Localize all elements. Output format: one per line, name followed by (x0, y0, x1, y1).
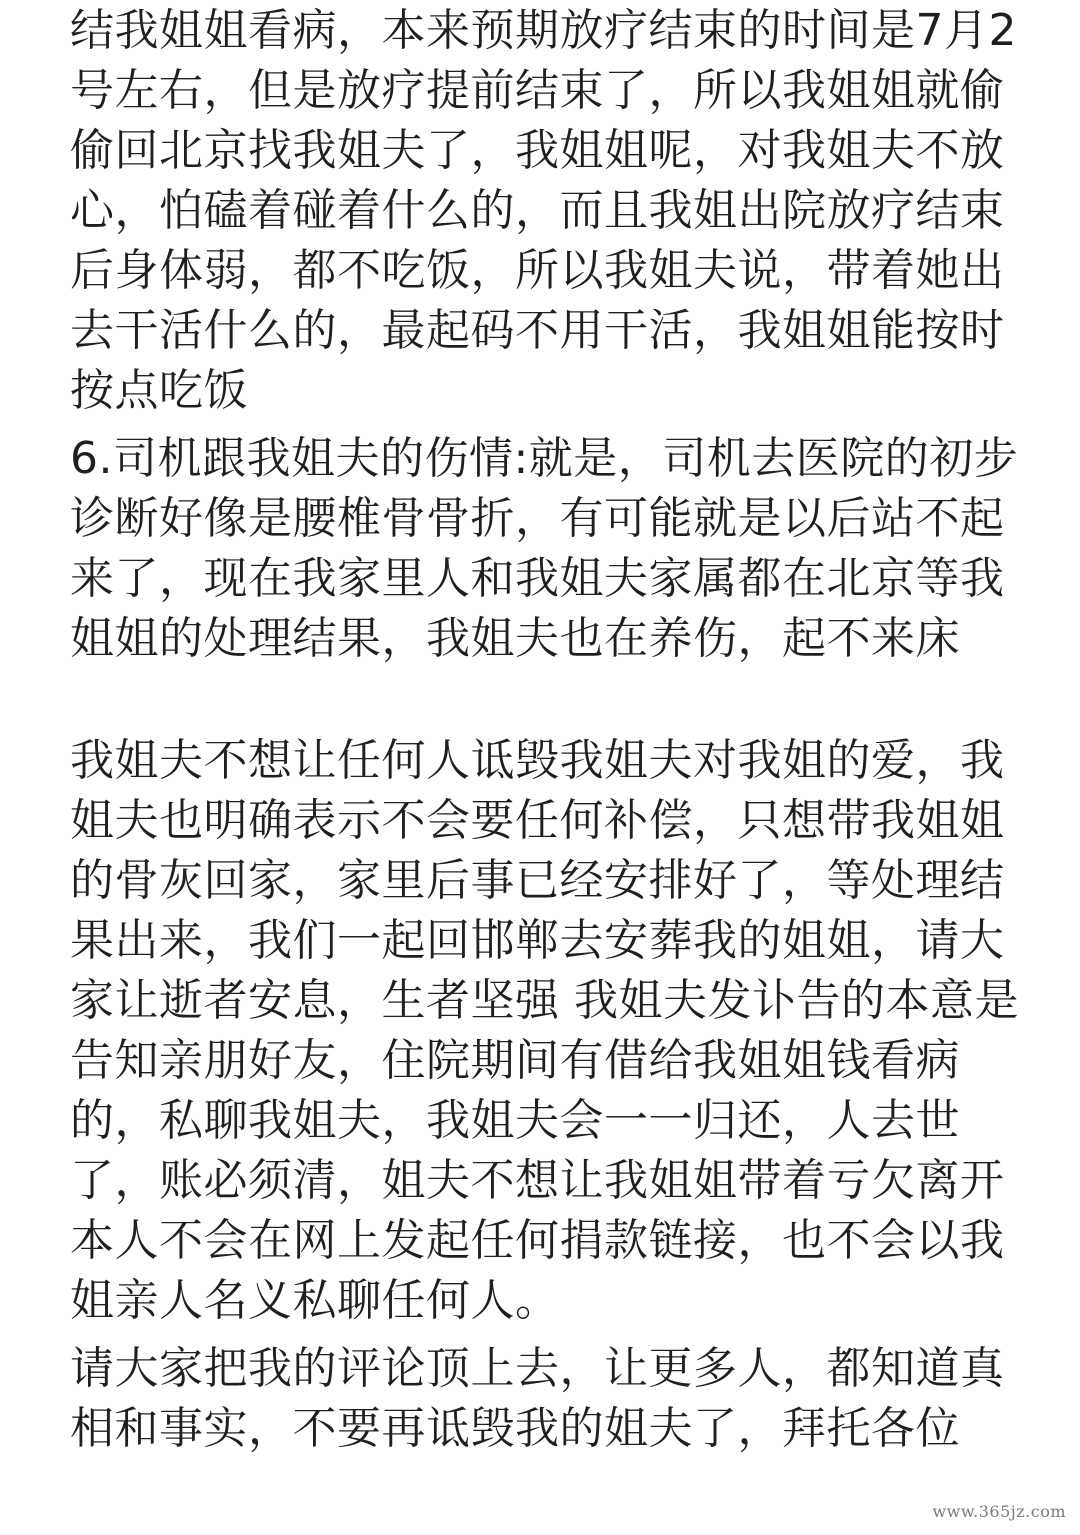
text-line: 我姐夫不想让任何人诋毁我姐夫对我姐的爱，我 (70, 735, 1005, 786)
text-line: 的，私聊我姐夫，我姐夫会一一归还，人去世 (70, 1095, 960, 1146)
text-line: 姐夫也明确表示不会要任何补偿，只想带我姐姐 (70, 795, 1005, 846)
site-watermark: www.365jz.com (932, 1502, 1066, 1521)
text-line: 号左右，但是放疗提前结束了，所以我姐姐就偷 (70, 65, 1005, 116)
text-line: 诊断好像是腰椎骨骨折，有可能就是以后站不起 (70, 493, 1005, 544)
text-line: 去干活什么的，最起码不用干活，我姐姐能按时 (70, 305, 1005, 356)
text-line: 心，怕磕着碰着什么的，而且我姐出院放疗结束 (70, 185, 1005, 236)
text-line: 果出来，我们一起回邯郸去安葬我的姐姐，请大 (70, 915, 1005, 966)
text-line: 相和事实，不要再诋毁我的姐夫了，拜托各位 (70, 1403, 960, 1454)
text-line: 家让逝者安息，生者坚强 我姐夫发讣告的本意是 (70, 975, 1019, 1026)
text-line: 请大家把我的评论顶上去，让更多人，都知道真 (70, 1343, 1005, 1394)
text-line: 6.司机跟我姐夫的伤情:就是，司机去医院的初步 (70, 433, 1019, 484)
text-line: 结我姐姐看病，本来预期放疗结束的时间是7月2 (70, 5, 1017, 56)
text-line: 的骨灰回家，家里后事已经安排好了，等处理结 (70, 855, 1005, 906)
text-line: 姐亲人名义私聊任何人。 (70, 1275, 560, 1326)
text-line: 后身体弱，都不吃饭，所以我姐夫说，带着她出 (70, 245, 1005, 296)
text-line: 来了，现在我家里人和我姐夫家属都在北京等我 (70, 553, 1005, 604)
text-line: 按点吃饭 (70, 365, 248, 416)
text-line: 了，账必须清，姐夫不想让我姐姐带着亏欠离开 (70, 1155, 1005, 1206)
text-line: 本人不会在网上发起任何捐款链接，也不会以我 (70, 1215, 1005, 1266)
text-line: 告知亲朋好友，住院期间有借给我姐姐钱看病 (70, 1035, 960, 1086)
text-line: 偷回北京找我姐夫了，我姐姐呢，对我姐夫不放 (70, 125, 1005, 176)
text-line: 姐姐的处理结果，我姐夫也在养伤，起不来床 (70, 613, 960, 664)
